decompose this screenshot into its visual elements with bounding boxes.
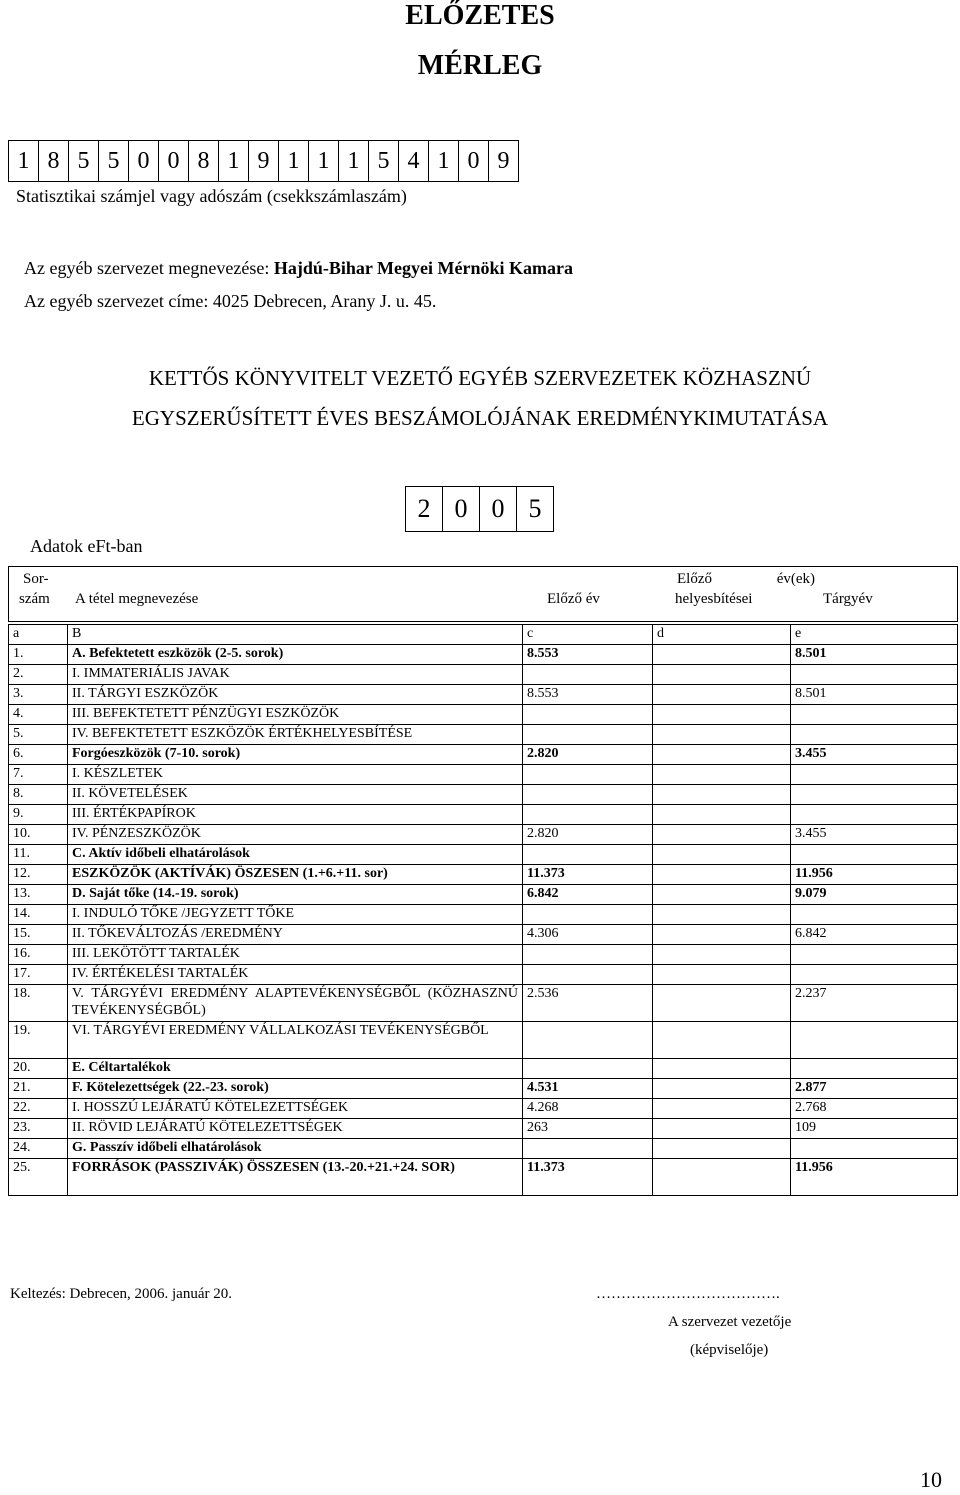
table-row: [9, 1119, 958, 1139]
row-label: E. Céltartalékok: [68, 1059, 523, 1079]
row-current-year: [791, 1139, 958, 1159]
row-current-year: [791, 1059, 958, 1079]
stat-digit: 1: [339, 141, 369, 182]
row-current-year: 2.237: [791, 985, 958, 1022]
stat-digit: 1: [279, 141, 309, 182]
table-row: [9, 985, 958, 1022]
org-name-prefix: Az egyéb szervezet megnevezése:: [24, 258, 274, 278]
row-current-year: 2.877: [791, 1079, 958, 1099]
row-number: 12.: [9, 865, 68, 885]
row-label: G. Passzív időbeli elhatárolások: [68, 1139, 523, 1159]
row-number: 25.: [9, 1159, 68, 1196]
row-prev-year: [523, 965, 653, 985]
row-current-year: 9.079: [791, 885, 958, 905]
row-prev-year: [523, 705, 653, 725]
table-row: [9, 705, 958, 725]
units-label: Adatok eFt-ban: [30, 536, 143, 556]
row-number: 15.: [9, 925, 68, 945]
row-current-year: 8.501: [791, 685, 958, 705]
row-prev-year: 2.536: [523, 985, 653, 1022]
row-number: 18.: [9, 985, 68, 1022]
row-prev-year: 6.842: [523, 885, 653, 905]
row-prev-year: 263: [523, 1119, 653, 1139]
row-label: C. Aktív időbeli elhatárolások: [68, 845, 523, 865]
table-row: [9, 745, 958, 765]
row-prev-year: 11.373: [523, 1159, 653, 1196]
row-adjustment: [653, 1119, 791, 1139]
row-label: FORRÁSOK (PASSZIVÁK) ÖSSZESEN (13.-20.+21.+24. SOR): [68, 1159, 523, 1196]
row-number: 13.: [9, 885, 68, 905]
row-adjustment: [653, 985, 791, 1022]
table-row: [9, 1159, 958, 1196]
signature-line: ……………………………….: [596, 1286, 780, 1302]
row-prev-year: [523, 1139, 653, 1159]
table-row: [9, 1099, 958, 1119]
stat-digit: 1: [309, 141, 339, 182]
row-adjustment: [653, 1159, 791, 1196]
table-row: [9, 765, 958, 785]
row-adjustment: [653, 825, 791, 845]
table-row: [9, 1079, 958, 1099]
stat-digit: 1: [429, 141, 459, 182]
year-digit: 0: [480, 487, 517, 532]
row-label: IV. PÉNZESZKÖZÖK: [68, 825, 523, 845]
row-adjustment: [653, 945, 791, 965]
page-number: 10: [920, 1467, 942, 1492]
row-adjustment: [653, 745, 791, 765]
row-prev-year: 11.373: [523, 865, 653, 885]
report-heading-line-1: KETTŐS KÖNYVITELT VEZETŐ EGYÉB SZERVEZETEK KÖZHASZNÚ: [148, 366, 812, 390]
row-prev-year: [523, 805, 653, 825]
row-prev-year: 4.531: [523, 1079, 653, 1099]
letter-e: e: [791, 625, 958, 645]
row-prev-year: [523, 765, 653, 785]
row-current-year: [791, 965, 958, 985]
table-row: [9, 725, 958, 745]
table-row: [9, 945, 958, 965]
row-adjustment: [653, 845, 791, 865]
col-name: A tétel megnevezése: [75, 591, 199, 607]
footer-date: Keltezés: Debrecen, 2006. január 20.: [10, 1286, 232, 1302]
row-prev-year: 2.820: [523, 825, 653, 845]
row-number: 20.: [9, 1059, 68, 1079]
row-adjustment: [653, 925, 791, 945]
row-prev-year: [523, 945, 653, 965]
row-current-year: [791, 945, 958, 965]
row-current-year: 11.956: [791, 1159, 958, 1196]
year-digit: 2: [406, 487, 443, 532]
col-adj-1: Előző év(ek): [677, 571, 815, 587]
stat-digit: 0: [129, 141, 159, 182]
row-label: I. INDULÓ TŐKE /JEGYZETT TŐKE: [68, 905, 523, 925]
row-number: 9.: [9, 805, 68, 825]
row-adjustment: [653, 1139, 791, 1159]
row-current-year: [791, 1022, 958, 1059]
row-current-year: [791, 725, 958, 745]
row-label: II. KÖVETELÉSEK: [68, 785, 523, 805]
row-prev-year: [523, 1022, 653, 1059]
row-adjustment: [653, 865, 791, 885]
row-number: 19.: [9, 1022, 68, 1059]
row-current-year: [791, 905, 958, 925]
row-current-year: [791, 845, 958, 865]
row-label: VI. TÁRGYÉVI EREDMÉNY VÁLLALKOZÁSI TEVÉKENYSÉGBŐL: [68, 1022, 523, 1059]
row-number: 16.: [9, 945, 68, 965]
row-prev-year: [523, 785, 653, 805]
row-number: 6.: [9, 745, 68, 765]
row-adjustment: [653, 785, 791, 805]
table-row: [9, 785, 958, 805]
row-prev-year: [523, 845, 653, 865]
row-adjustment: [653, 725, 791, 745]
stat-number-boxes: [8, 140, 519, 182]
row-prev-year: 4.306: [523, 925, 653, 945]
stat-digit: 1: [219, 141, 249, 182]
year-boxes: [405, 486, 554, 532]
row-number: 2.: [9, 665, 68, 685]
income-statement-table: [8, 624, 958, 1196]
row-current-year: [791, 805, 958, 825]
year-digit: 5: [517, 487, 554, 532]
row-label: II. RÖVID LEJÁRATÚ KÖTELEZETTSÉGEK: [68, 1119, 523, 1139]
column-header: [8, 566, 958, 622]
row-adjustment: [653, 685, 791, 705]
row-number: 4.: [9, 705, 68, 725]
table-row: [9, 1022, 958, 1059]
row-label: IV. ÉRTÉKELÉSI TARTALÉK: [68, 965, 523, 985]
table-row: [9, 845, 958, 865]
row-prev-year: 4.268: [523, 1099, 653, 1119]
title-line-1: ELŐZETES: [405, 0, 555, 31]
stat-digit: 0: [459, 141, 489, 182]
row-current-year: [791, 765, 958, 785]
stat-digit: 5: [369, 141, 399, 182]
row-number: 11.: [9, 845, 68, 865]
row-number: 14.: [9, 905, 68, 925]
row-number: 24.: [9, 1139, 68, 1159]
row-current-year: [791, 665, 958, 685]
row-label: Forgóeszközök (7-10. sorok): [68, 745, 523, 765]
table-row: [9, 1059, 958, 1079]
table-row: [9, 665, 958, 685]
row-label: I. HOSSZÚ LEJÁRATÚ KÖTELEZETTSÉGEK: [68, 1099, 523, 1119]
table-row: [9, 885, 958, 905]
row-prev-year: 2.820: [523, 745, 653, 765]
row-label: A. Befektetett eszközök (2-5. sorok): [68, 645, 523, 665]
row-label: II. TÁRGYI ESZKÖZÖK: [68, 685, 523, 705]
letter-c: c: [523, 625, 653, 645]
row-number: 23.: [9, 1119, 68, 1139]
row-current-year: [791, 785, 958, 805]
letter-a: a: [9, 625, 68, 645]
letter-b: B: [68, 625, 523, 645]
row-label: V. TÁRGYÉVI EREDMÉNY ALAPTEVÉKENYSÉGBŐL (KÖZHASZNÚ TEVÉKENYSÉGBŐL): [68, 985, 523, 1022]
row-prev-year: [523, 905, 653, 925]
table-row: [9, 1139, 958, 1159]
row-number: 1.: [9, 645, 68, 665]
row-label: III. ÉRTÉKPAPÍROK: [68, 805, 523, 825]
stat-label: Statisztikai számjel vagy adószám (csekkszámlaszám): [16, 186, 407, 206]
row-number: 3.: [9, 685, 68, 705]
row-label: IV. BEFEKTETETT ESZKÖZÖK ÉRTÉKHELYESBÍTÉSE: [68, 725, 523, 745]
row-prev-year: [523, 725, 653, 745]
row-prev-year: [523, 1059, 653, 1079]
stat-digit: 9: [489, 141, 519, 182]
row-adjustment: [653, 645, 791, 665]
row-prev-year: 8.553: [523, 645, 653, 665]
table-row: [9, 905, 958, 925]
table-row: [9, 825, 958, 845]
row-number: 8.: [9, 785, 68, 805]
letter-row: [9, 625, 958, 645]
row-label: II. TŐKEVÁLTOZÁS /EREDMÉNY: [68, 925, 523, 945]
row-current-year: 6.842: [791, 925, 958, 945]
table-row: [9, 965, 958, 985]
table-row: [9, 645, 958, 665]
org-name-line: [24, 258, 573, 279]
table-row: [9, 685, 958, 705]
row-label: III. BEFEKTETETT PÉNZÜGYI ESZKÖZÖK: [68, 705, 523, 725]
row-adjustment: [653, 1099, 791, 1119]
row-prev-year: 8.553: [523, 685, 653, 705]
title-line-2: MÉRLEG: [417, 50, 543, 81]
row-adjustment: [653, 1059, 791, 1079]
col-curr: Tárgyév: [823, 591, 873, 607]
row-adjustment: [653, 1022, 791, 1059]
year-digit: 0: [443, 487, 480, 532]
row-number: 21.: [9, 1079, 68, 1099]
row-current-year: 8.501: [791, 645, 958, 665]
table-row: [9, 805, 958, 825]
row-number: 22.: [9, 1099, 68, 1119]
row-current-year: 3.455: [791, 745, 958, 765]
row-adjustment: [653, 905, 791, 925]
stat-digit: 5: [99, 141, 129, 182]
row-adjustment: [653, 665, 791, 685]
row-current-year: 109: [791, 1119, 958, 1139]
row-label: ESZKÖZÖK (AKTÍVÁK) ÖSZESEN (1.+6.+11. sor): [68, 865, 523, 885]
row-number: 7.: [9, 765, 68, 785]
row-prev-year: [523, 665, 653, 685]
stat-digit: 1: [9, 141, 39, 182]
row-label: D. Saját tőke (14.-19. sorok): [68, 885, 523, 905]
col-adj-2: helyesbítései: [675, 591, 753, 607]
col-sorszam-2: szám: [19, 591, 50, 607]
table-row: [9, 925, 958, 945]
stat-digit: 8: [189, 141, 219, 182]
signer-title: A szervezet vezetője: [668, 1314, 792, 1330]
row-adjustment: [653, 1079, 791, 1099]
col-prev: Előző év: [547, 591, 600, 607]
row-current-year: [791, 705, 958, 725]
table-row: [9, 865, 958, 885]
row-current-year: 11.956: [791, 865, 958, 885]
report-heading-line-2: EGYSZERŰSÍTETT ÉVES BESZÁMOLÓJÁNAK EREDMÉNYKIMUTATÁSA: [131, 406, 829, 430]
signer-subtitle: (képviselője): [690, 1342, 769, 1358]
row-adjustment: [653, 705, 791, 725]
row-number: 10.: [9, 825, 68, 845]
stat-digit: 0: [159, 141, 189, 182]
stat-digit: 8: [39, 141, 69, 182]
row-number: 5.: [9, 725, 68, 745]
row-adjustment: [653, 885, 791, 905]
row-label: I. KÉSZLETEK: [68, 765, 523, 785]
stat-digit: 9: [249, 141, 279, 182]
row-adjustment: [653, 805, 791, 825]
row-adjustment: [653, 765, 791, 785]
org-name: Hajdú-Bihar Megyei Mérnöki Kamara: [273, 258, 573, 278]
row-current-year: 2.768: [791, 1099, 958, 1119]
row-label: I. IMMATERIÁLIS JAVAK: [68, 665, 523, 685]
row-number: 17.: [9, 965, 68, 985]
stat-digit: 4: [399, 141, 429, 182]
row-adjustment: [653, 965, 791, 985]
stat-digit: 5: [69, 141, 99, 182]
row-label: III. LEKÖTÖTT TARTALÉK: [68, 945, 523, 965]
row-label: F. Kötelezettségek (22.-23. sorok): [68, 1079, 523, 1099]
col-sorszam-1: Sor-: [23, 571, 49, 587]
org-address: Az egyéb szervezet címe: 4025 Debrecen, Arany J. u. 45.: [24, 291, 437, 311]
letter-d: d: [653, 625, 791, 645]
row-current-year: 3.455: [791, 825, 958, 845]
